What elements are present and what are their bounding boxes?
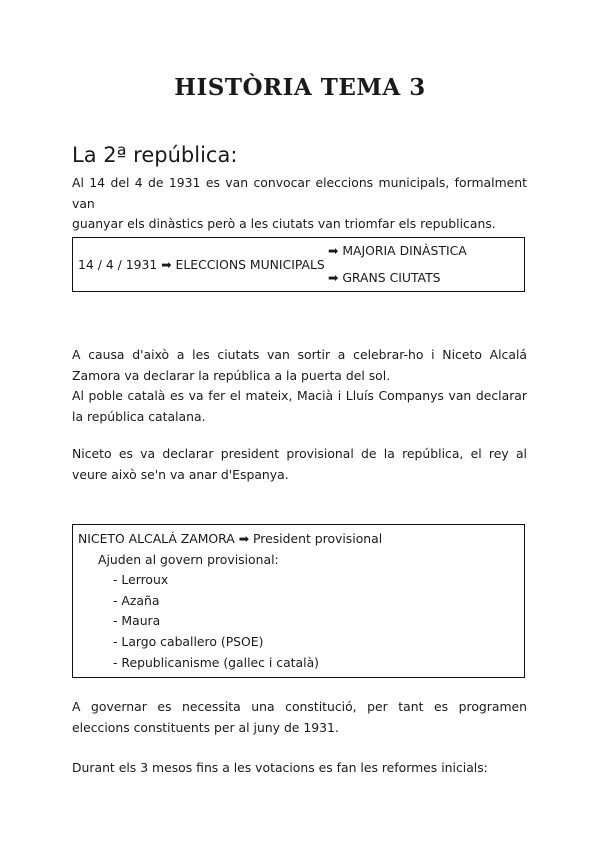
result-big-cities: ➡ GRANS CIUTATS — [328, 270, 441, 285]
list-item: - Azaña — [113, 592, 160, 608]
list-item: - Largo caballero (PSOE) — [113, 633, 264, 649]
president-line: NICETO ALCALÁ ZAMORA ➡ President provisional — [78, 531, 383, 546]
paragraph-president — [72, 444, 527, 485]
paragraph-constitution — [72, 697, 527, 738]
elections-date-label: 14 / 4 / 1931 ➡ ELECCIONS MUNICIPALS — [78, 257, 325, 272]
section-heading: La 2ª república: — [72, 143, 238, 167]
paragraph-line: Durant els 3 mesos fins a les votacions es fan les reformes inicials: — [72, 760, 488, 775]
paragraph-line: eleccions constituents per al juny de 1931. — [72, 719, 339, 735]
paragraph-line: A causa d'això a les ciutats van sortir a celebrar-ho i Niceto Alcalá — [72, 347, 527, 362]
paragraph-line: guanyar els dinàstics però a les ciutats van triomfar els republicans. — [72, 216, 496, 231]
paragraph-elections — [72, 173, 527, 235]
government-members-list — [73, 570, 524, 673]
elections-summary-box — [72, 237, 525, 292]
paragraph-line: Niceto es va declarar president provisional de la república, el rey al — [72, 446, 527, 461]
government-helpers-label: Ajuden al govern provisional: — [98, 551, 279, 567]
paragraph-line: la república catalana. — [72, 408, 206, 424]
paragraph-line: A governar es necessita una constitució, per tant es programen — [72, 699, 527, 714]
list-item: - Maura — [113, 613, 161, 629]
paragraph-line: Al poble català es va fer el mateix, Macià i Lluís Companys van declarar — [72, 388, 527, 403]
paragraph-reforms — [72, 758, 527, 779]
paragraph-proclamation — [72, 345, 527, 427]
list-item: - Lerroux — [113, 572, 169, 588]
paragraph-line: Zamora va declarar la república a la puerta del sol. — [72, 367, 391, 383]
list-item: - Republicanisme (gallec i català) — [113, 654, 319, 670]
paragraph-line: Al 14 del 4 de 1931 es van convocar eleccions municipals, formalment van — [72, 175, 527, 211]
paragraph-line: veure això se'n va anar d'Espanya. — [72, 466, 289, 482]
document-title: HISTÒRIA TEMA 3 — [174, 74, 426, 101]
provisional-government-box — [72, 524, 525, 678]
result-majority-dynastic: ➡ MAJORIA DINÀSTICA — [328, 243, 467, 258]
